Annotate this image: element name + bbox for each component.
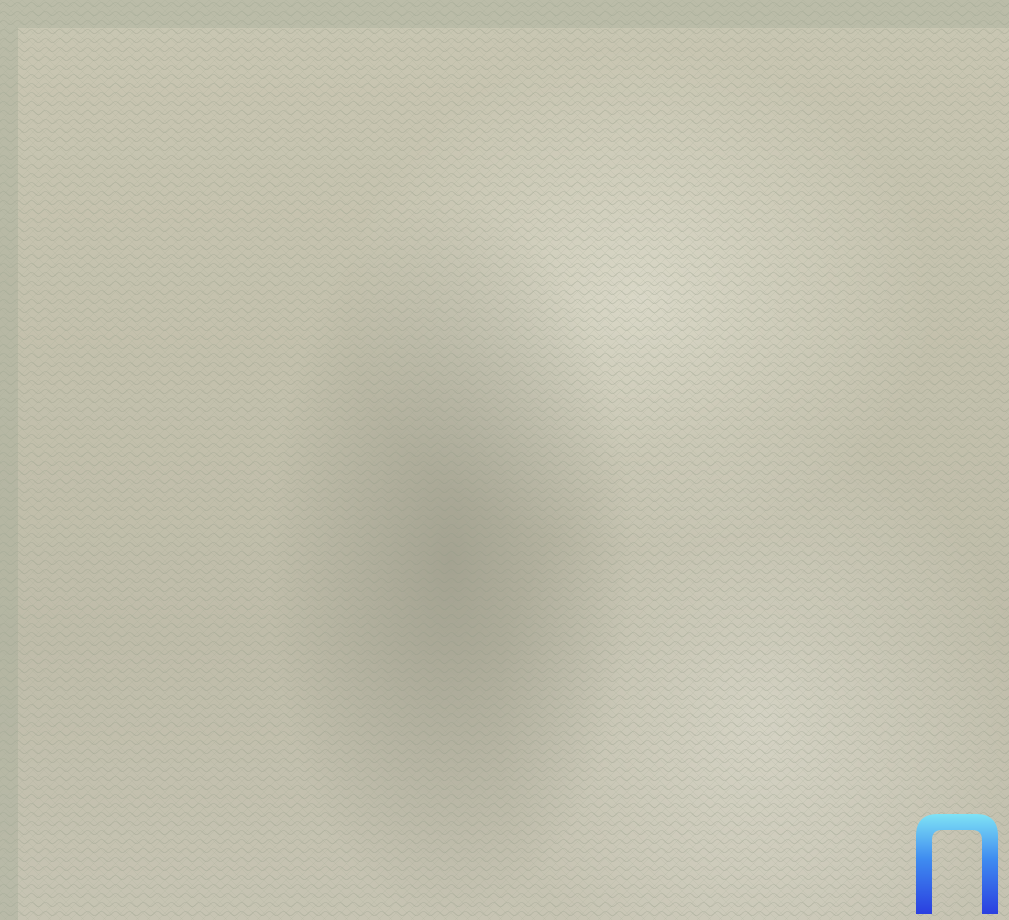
blue-p-logo-icon	[912, 810, 1002, 914]
